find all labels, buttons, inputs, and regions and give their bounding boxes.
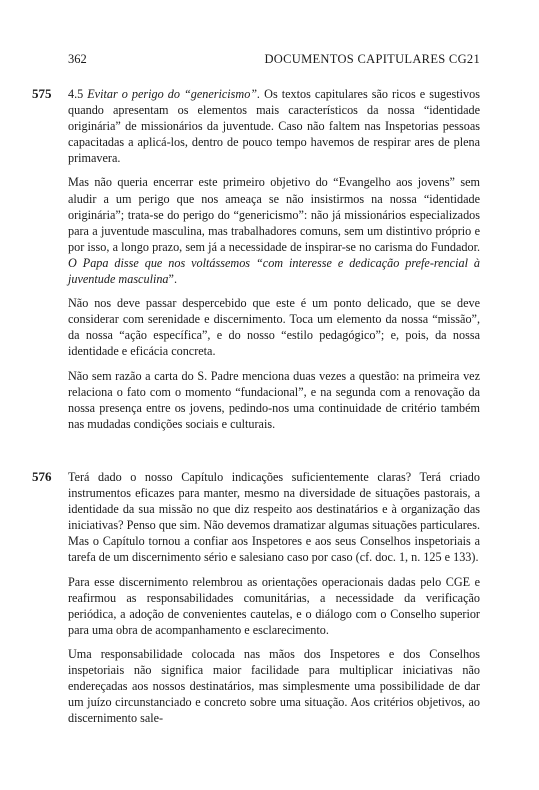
subsection-number: 4.5 [68,87,84,101]
paragraph-575-1 [68,86,480,166]
paragraph-number-576: 576 [32,469,52,484]
paragraph-576-1: Terá dado o nosso Capítulo indicações suficientemente claras? Terá criado instrumentos eficazes para manter, mesmo na diversidade de situações pastorais, a identidade da sua missão no que diz respeito aos destinatários e à organização das iniciativas? Penso que sim. Não devemos dramatizar algumas situações particulares. Mas o Capítulo tornou a confiar aos Inspetores e aos seus Conselhos inspetoriais a tarefa de um discernimento sério e salesiano caso por caso (cf. doc. 1, n. 125 e 133). [68,470,480,565]
section-575 [32,86,480,440]
paragraph-text: Os textos capitulares são ricos e sugestivos quando apresentam os elementos mais característicos da nossa “identidade originária” de missionários da juventude. Caso não faltem nas Inspetorias pessoas capacitadas a aplicá-los, dentro de pouco tempo havemos de respirar ares de plena primavera. [68,87,480,166]
italic-quote-end: rencial à juventude masculina [68,255,480,287]
quote-text: “com interesse e dedicação prefe- [250,255,434,270]
paragraph-576-2: Para esse discernimento relembrou as orientações operacionais dadas pelo CGE e reafirmou as responsabilidades comunitárias, a necessidade da verificação periódica, a adoção de convenientes cautelas, e o diálogo com o Conselho superior para uma obra de acompanhamento e esclarecimento. [68,574,480,637]
section-576 [32,469,480,734]
paragraph-576-3: Uma responsabilidade colocada nas mãos dos Inspetores e dos Conselhos inspetoriais não significa maior facilidade para multiplicar iniciativas não endereçadas aos nossos destinatários, mas simplesmente uma possibilidade de dar um juízo circunstanciado e concreto sobre uma situação. Aos critérios objetivos, ao discernimento sale- [68,646,480,726]
paragraph-575-2 [68,174,480,287]
paragraph-575-4: Não sem razão a carta do S. Padre menciona duas vezes a questão: na primeira vez relaciona o fato com o momento “fundacional”, e na segunda com a renovação da nossa presença entre os jovens, pedindo-nos uma continuidade de critério também nas mudadas condições sociais e culturais. [68,368,480,431]
subsection-title: Evitar o perigo do “genericismo”. [87,87,261,101]
italic-quote: O Papa disse que nos voltássemos [68,255,251,270]
page-number: 362 [68,52,87,66]
page-header [68,52,480,68]
quote-close: ”. [168,272,177,287]
paragraph-text: Mas não queria encerrar este primeiro objetivo do “Evangelho aos jovens” sem aludir a um perigo que nos ameaça se não insistirmos na nossa “identidade originária”; trata-se do perigo do “genericismo”: não já missionários especializados para a juventude masculina, mas trabalhadores comuns, sem um distintivo próprio e por isso, a longo prazo, sem já a necessidade de inspirar-se no carisma do Fundador. [68,175,480,254]
running-title: DOCUMENTOS CAPITULARES CG21 [264,52,480,66]
paragraph-575-3: Não nos deve passar despercebido que este é um ponto delicado, que se deve considerar com serenidade e discernimento. Toca um elemento da nossa “missão”, da nossa “ação específica”, e do nosso “estilo pedagógico”; e, pois, da nossa identidade e eficácia concreta. [68,296,480,359]
paragraph-number-575: 575 [32,86,52,101]
